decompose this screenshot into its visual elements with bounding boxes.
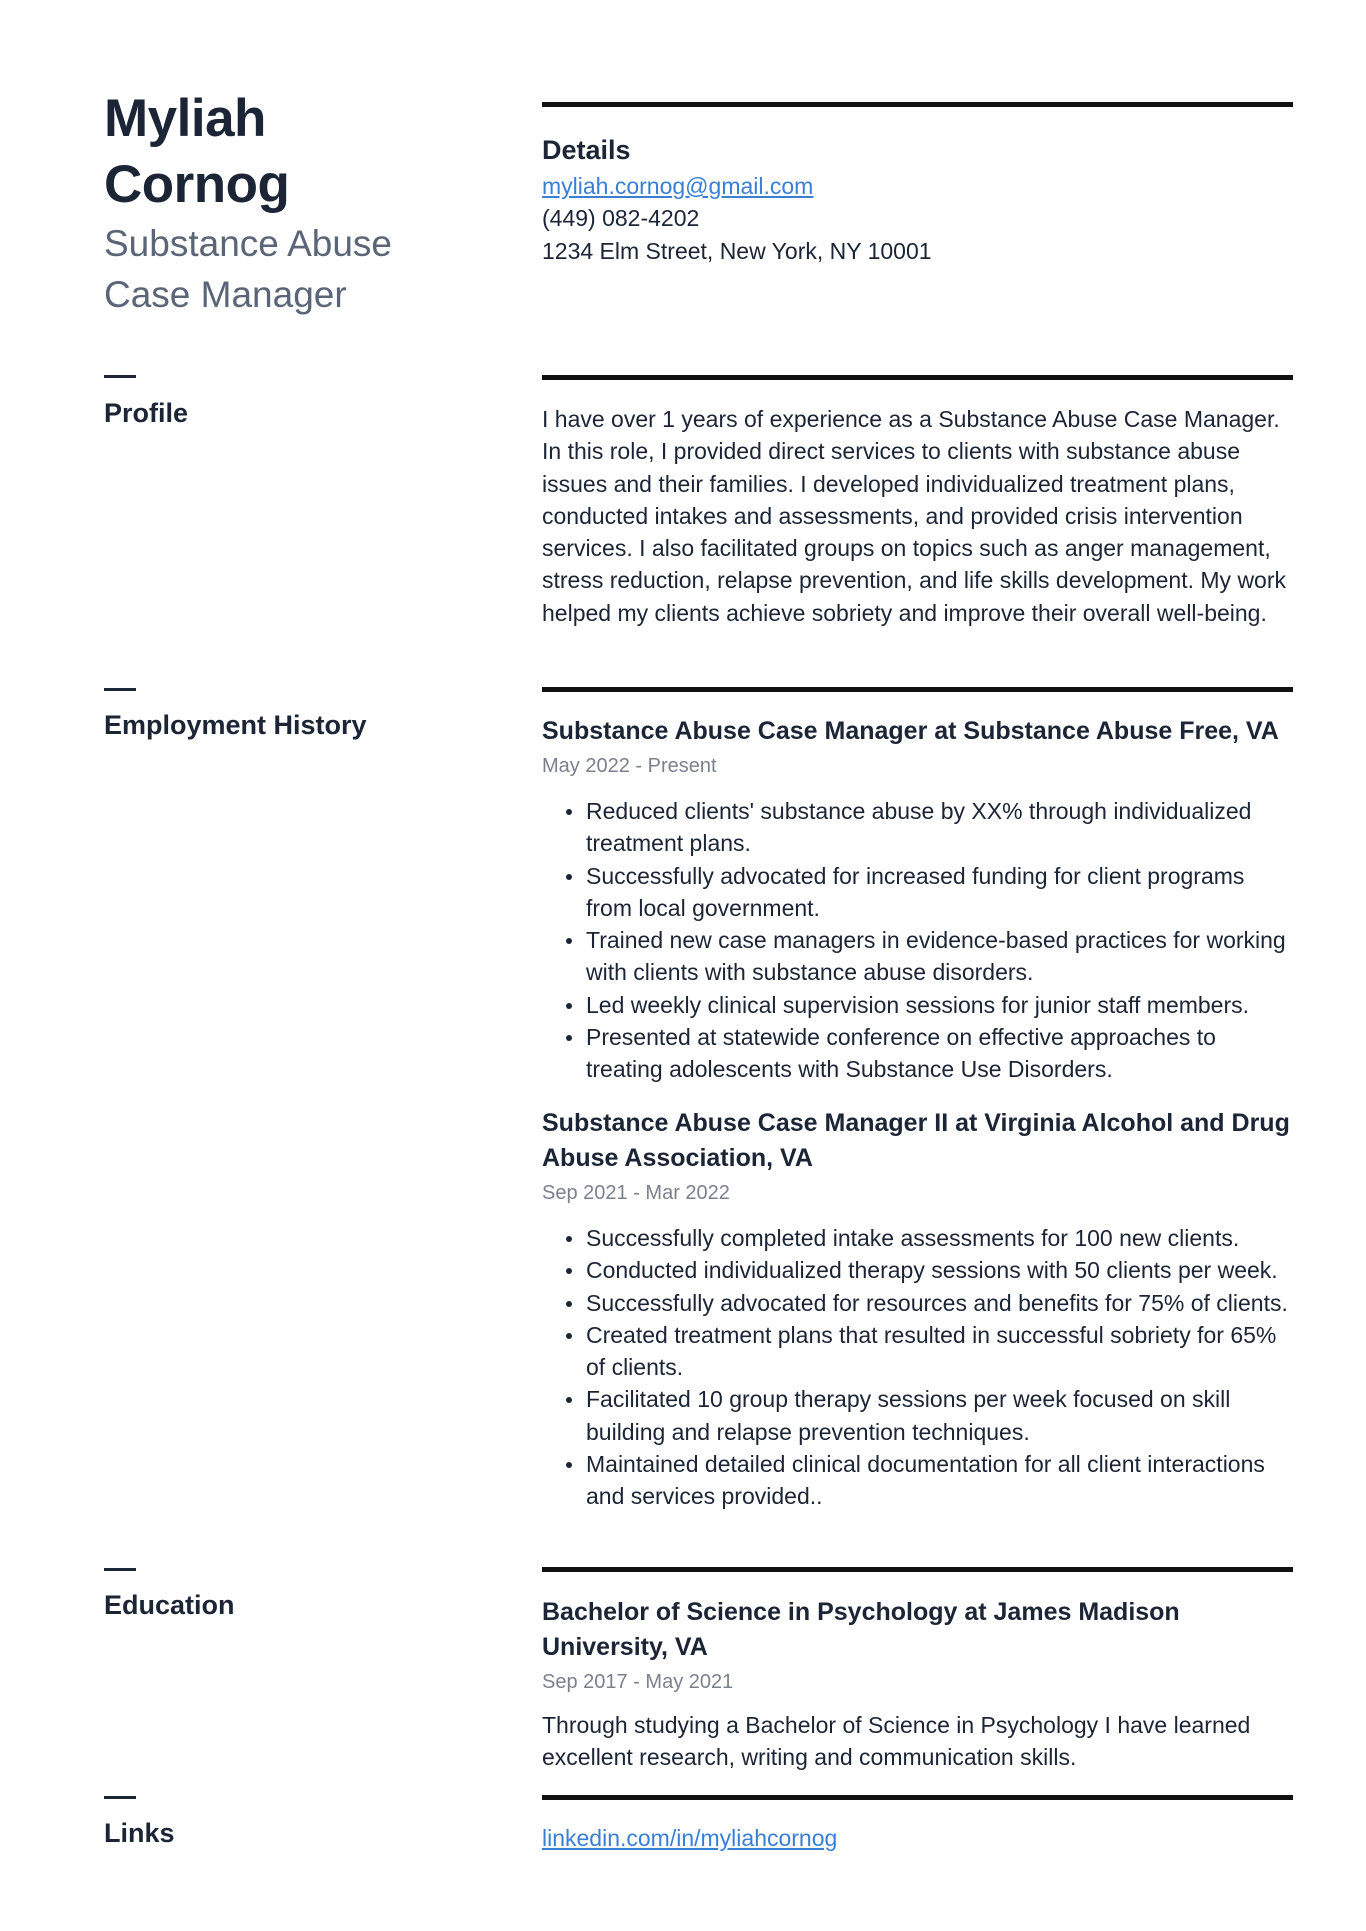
list-item: Maintained detailed clinical documentation for all client interactions and services provided..	[542, 1448, 1293, 1513]
email-link[interactable]: myliah.cornog@gmail.com	[542, 173, 814, 199]
list-item: Presented at statewide conference on effective approaches to treating adolescents with Substance Use Disorders.	[542, 1021, 1293, 1086]
education-description: Through studying a Bachelor of Science in Psychology I have learned excellent research, writing and communication skills.	[542, 1712, 1251, 1771]
candidate-name	[104, 86, 464, 218]
profile-text: I have over 1 years of experience as a Substance Abuse Case Manager. In this role, I provided direct services to clients with substance abuse issues and their families. I developed individualized treatment plans, conducted intakes and assessments, and provided crisis intervention services. I also facilitated groups on topics such as anger management, stress reduction, relapse prevention, and life skills development. My work helped my clients achieve sobriety and improve their overall well-being.	[542, 406, 1287, 626]
profile-label: Profile	[104, 398, 189, 428]
profile-dash	[104, 375, 136, 378]
address: 1234 Elm Street, New York, NY 10001	[542, 237, 932, 264]
employment-divider	[542, 687, 1293, 692]
job-entry-bullets	[542, 1222, 1293, 1513]
job-entry-bullets	[542, 795, 1293, 1086]
list-item: Successfully completed intake assessments for 100 new clients.	[542, 1222, 1293, 1254]
job-entry-title: Substance Abuse Case Manager at Substance Abuse Free, VA	[542, 717, 1279, 745]
list-item: Conducted individualized therapy sessions with 50 clients per week.	[542, 1254, 1293, 1286]
education-label: Education	[104, 1590, 235, 1620]
list-item: Successfully advocated for resources and benefits for 75% of clients.	[542, 1287, 1293, 1319]
links-section	[542, 1822, 1293, 1854]
job-title-line-2: Case Manager	[104, 274, 347, 315]
linkedin-link[interactable]: linkedin.com/in/myliahcornog	[542, 1825, 838, 1851]
job-entry	[542, 714, 1293, 1086]
education-dash	[104, 1568, 136, 1571]
phone-number: (449) 082-4202	[542, 205, 700, 232]
employment-dash	[104, 688, 136, 691]
links-label: Links	[104, 1818, 175, 1848]
job-entry-dates: Sep 2021 - Mar 2022	[542, 1182, 730, 1204]
list-item: Trained new case managers in evidence-based practices for working with clients with substance abuse disorders.	[542, 924, 1293, 989]
details-heading: Details	[542, 135, 631, 165]
name-line-last: Cornog	[104, 155, 290, 214]
education-title: Bachelor of Science in Psychology at James Madison University, VA	[542, 1598, 1180, 1661]
links-dash	[104, 1796, 136, 1799]
job-entry-dates: May 2022 - Present	[542, 755, 717, 777]
list-item: Reduced clients' substance abuse by XX% through individualized treatment plans.	[542, 795, 1293, 860]
list-item: Successfully advocated for increased funding for client programs from local government.	[542, 860, 1293, 925]
employment-label: Employment History	[104, 710, 367, 740]
list-item: Created treatment plans that resulted in successful sobriety for 65% of clients.	[542, 1319, 1293, 1384]
education-divider	[542, 1567, 1293, 1572]
education-dates: Sep 2017 - May 2021	[542, 1671, 734, 1693]
job-title-line-1: Substance Abuse	[104, 223, 392, 264]
links-divider	[542, 1795, 1293, 1800]
job-title-heading	[104, 218, 464, 320]
job-entry	[542, 1106, 1293, 1513]
details-divider	[542, 102, 1293, 107]
education-entry	[542, 1595, 1293, 1774]
list-item: Facilitated 10 group therapy sessions per week focused on skill building and relapse prevention techniques.	[542, 1383, 1293, 1448]
profile-divider	[542, 375, 1293, 380]
job-entry-title: Substance Abuse Case Manager II at Virginia Alcohol and Drug Abuse Association, VA	[542, 1109, 1290, 1172]
name-line-first: Myliah	[104, 89, 266, 148]
list-item: Led weekly clinical supervision sessions for junior staff members.	[542, 989, 1293, 1021]
details-section	[542, 132, 1293, 267]
